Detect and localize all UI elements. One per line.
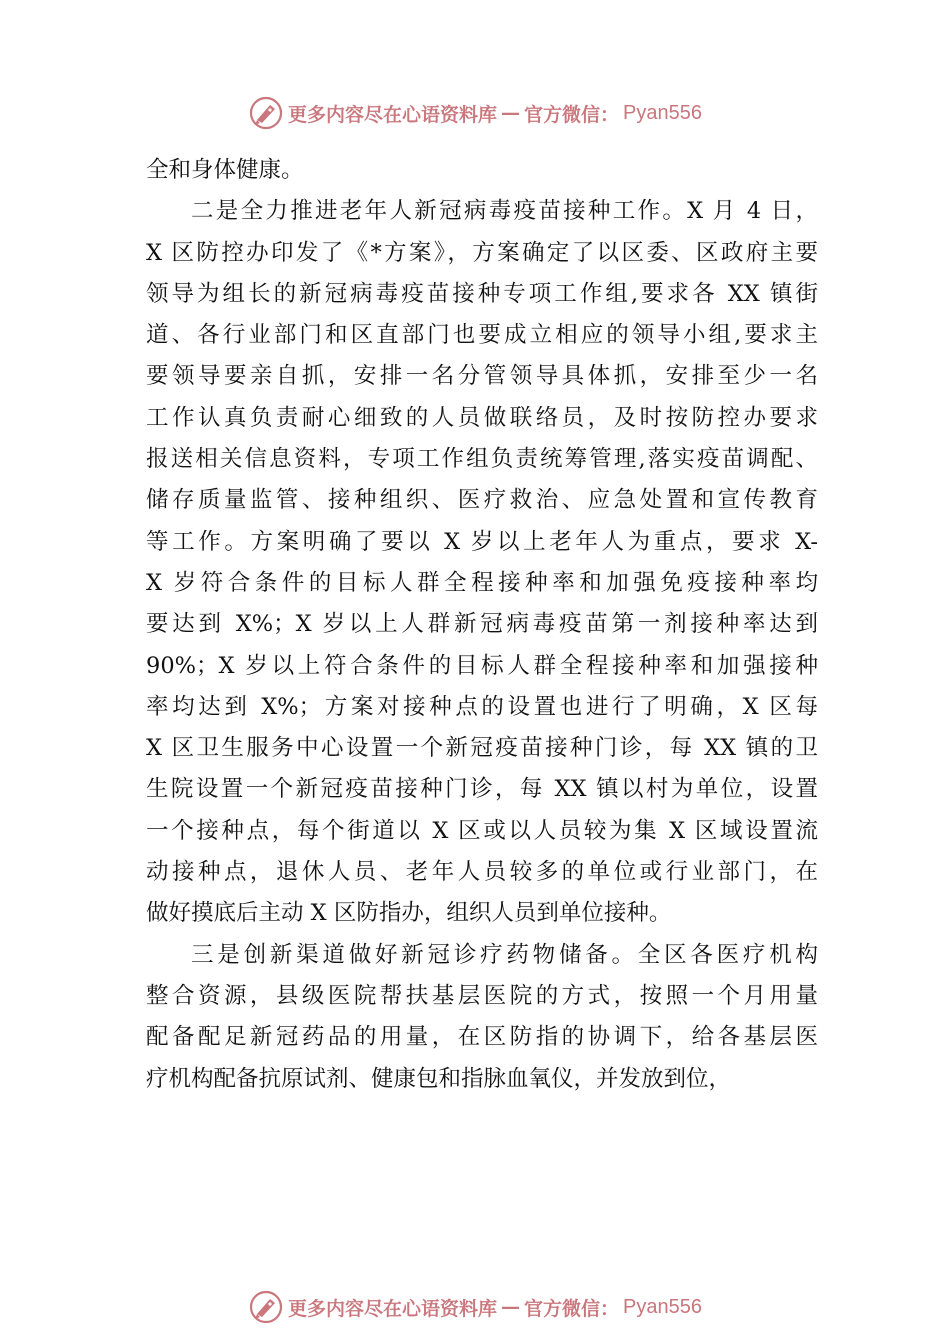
text-line: 90%；X 岁以上符合条件的目标人群全程接种率和加强接种 bbox=[146, 652, 818, 679]
text-line: 报送相关信息资料，专项工作组负责统筹管理,落实疫苗调配、 bbox=[146, 446, 818, 473]
text-line: 配备配足新冠药品的用量，在区防指的协调下，给各基层医 bbox=[146, 1024, 818, 1051]
banner-wechat-label: 官方微信： bbox=[524, 1297, 620, 1320]
text-line: 等工作。方案明确了要以 X 岁以上老年人为重点，要求 X- bbox=[146, 528, 818, 555]
text-line: 做好摸底后主动 X 区防指办，组织人员到单位接种。 bbox=[146, 900, 672, 927]
text-line: 生院设置一个新冠疫苗接种门诊，每 XX 镇以村为单位，设置 bbox=[146, 776, 818, 803]
text-line: 工作认真负责耐心细致的人员做联络员，及时按防控办要求 bbox=[146, 404, 818, 431]
document-body bbox=[146, 150, 818, 1100]
text-line: 一个接种点，每个街道以 X 区或以人员较为集 X 区域设置流 bbox=[146, 817, 818, 844]
pen-nib-logo-icon bbox=[248, 1289, 284, 1325]
banner-dash: — bbox=[501, 102, 521, 124]
text-line: 二是全力推进老年人新冠病毒疫苗接种工作。X 月 4 日， bbox=[191, 198, 818, 225]
banner-main-text: 更多内容尽在心语资料库 bbox=[288, 103, 498, 126]
text-line: 储存质量监管、接种组织、医疗救治、应急处置和宣传教育 bbox=[146, 487, 818, 514]
text-line: X 区卫生服务中心设置一个新冠疫苗接种门诊，每 XX 镇的卫 bbox=[146, 735, 818, 762]
text-line: 三是创新渠道做好新冠诊疗药物储备。全区各医疗机构 bbox=[191, 941, 818, 968]
text-line: 领导为组长的新冠病毒疫苗接种专项工作组,要求各 XX 镇街 bbox=[146, 280, 818, 307]
text-line: 动接种点，退休人员、老年人员较多的单位或行业部门，在 bbox=[146, 859, 818, 886]
banner-wechat-label: 官方微信： bbox=[524, 103, 620, 126]
text-line: 率均达到 X%；方案对接种点的设置也进行了明确，X 区每 bbox=[146, 693, 818, 720]
text-line: X 区防控办印发了《*方案》，方案确定了以区委、区政府主要 bbox=[146, 239, 818, 266]
banner-wechat-id: Pyan556 bbox=[623, 101, 702, 124]
text-line: 要领导要亲自抓，安排一名分管领导具体抓，安排至少一名 bbox=[146, 363, 818, 390]
banner-dash: — bbox=[501, 1296, 521, 1318]
banner-main-text: 更多内容尽在心语资料库 bbox=[288, 1297, 498, 1320]
text-line: 道、各行业部门和区直部门也要成立相应的领导小组,要求主 bbox=[146, 322, 818, 349]
text-line: 全和身体健康。 bbox=[146, 157, 304, 183]
pen-nib-logo-icon bbox=[248, 95, 284, 131]
text-line: 要达到 X%；X 岁以上人群新冠病毒疫苗第一剂接种率达到 bbox=[146, 611, 818, 638]
text-line: 整合资源，县级医院帮扶基层医院的方式，按照一个月用量 bbox=[146, 982, 818, 1009]
text-line: X 岁符合条件的目标人群全程接种率和加强免疫接种率均 bbox=[146, 569, 818, 596]
banner-wechat-id: Pyan556 bbox=[623, 1295, 702, 1318]
header-banner bbox=[0, 93, 950, 133]
text-line: 疗机构配备抗原试剂、健康包和指脉血氧仪，并发放到位， bbox=[146, 1065, 732, 1092]
footer-banner bbox=[0, 1287, 950, 1327]
